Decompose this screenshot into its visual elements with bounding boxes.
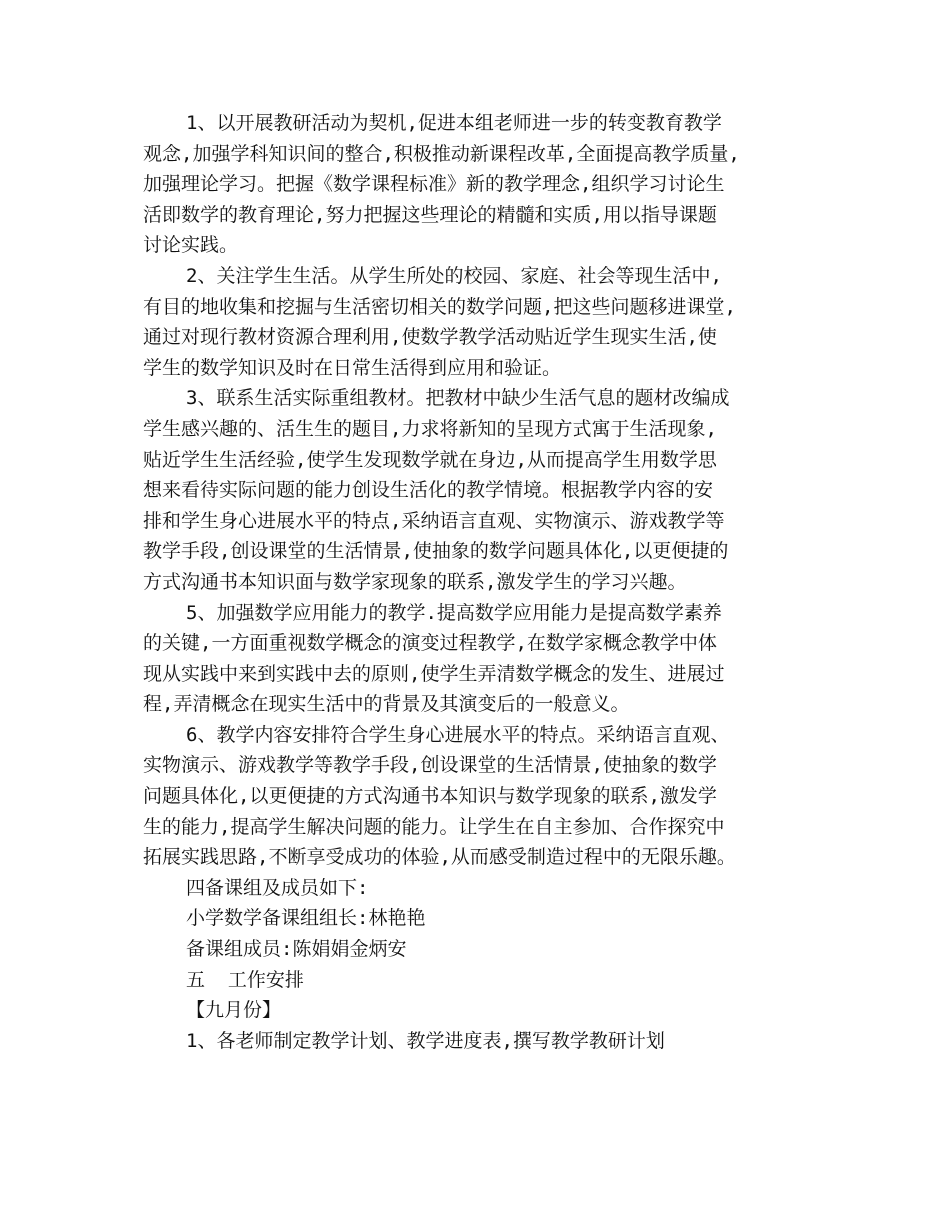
paragraph-line: 学生感兴趣的、活生生的题目,力求将新知的呈现方式寓于生活现象, [143,417,717,440]
paragraph-line: 问题具体化,以更便捷的方式沟通书本知识与数学现象的联系,激发学 [143,785,717,808]
paragraph-line: 方式沟通书本知识面与数学家现象的联系,激发学生的学习兴趣。 [143,570,687,593]
paragraph-line: 生的能力,提高学生解决问题的能力。让学生在自主参加、合作探究中 [143,815,725,838]
group-members: 备课组成员:陈娟娟金炳安 [186,938,407,961]
paragraph-line: 的关键,一方面重视数学概念的演变过程教学,在数学家概念教学中体 [143,632,717,655]
paragraph-line: 6、教学内容安排符合学生身心进展水平的特点。采纳语言直观、 [186,723,730,746]
group-leader: 小学数学备课组组长:林艳艳 [186,907,426,930]
document-page [143,108,809,1056]
paragraph-6 [143,720,809,873]
paragraph-5 [143,598,809,720]
section-5 [143,965,809,1057]
paragraph-line: 5、加强数学应用能力的教学.提高数学应用能力是提高数学素养 [186,601,722,624]
paragraph-1 [143,108,809,261]
paragraph-line: 讨论实践。 [143,234,239,257]
paragraph-line: 有目的地收集和挖掘与生活密切相关的数学问题,把这些问题移进课堂, [143,295,736,318]
paragraph-line: 通过对现行教材资源合理利用,使数学教学活动贴近学生现实生活,使 [143,326,717,349]
paragraph-line: 贴近学生生活经验,使学生发现数学就在身边,从而提高学生用数学思 [143,448,717,471]
section-heading: 五 工作安排 [186,968,304,991]
section-heading: 四备课组及成员如下: [186,876,369,899]
month-heading: 【九月份】 [186,999,282,1022]
paragraph-line: 3、联系生活实际重组教材。把教材中缺少生活气息的题材改编成 [186,387,730,410]
paragraph-line: 1、以开展教研活动为契机,促进本组老师进一步的转变教育教学 [186,112,722,134]
paragraph-line: 实物演示、游戏教学等教学手段,创设课堂的生活情景,使抽象的数学 [143,754,717,777]
paragraph-line: 2、关注学生生活。从学生所处的校园、家庭、社会等现生活中, [186,264,722,287]
paragraph-line: 加强理论学习。把握《数学课程标准》新的教学理念,组织学习讨论生 [143,173,725,196]
paragraph-line: 学生的数学知识及时在日常生活得到应用和验证。 [143,356,562,379]
paragraph-line: 活即数学的教育理论,努力把握这些理论的精髓和实质,用以指导课题 [143,203,717,226]
paragraph-line: 想来看待实际问题的能力创设生活化的教学情境。根据教学内容的安 [143,479,714,502]
list-item: 1、各老师制定教学计划、教学进度表,撰写教学教研计划 [186,1029,665,1052]
paragraph-line: 程,弄清概念在现实生活中的背景及其演变后的一般意义。 [143,693,630,716]
paragraph-3 [143,383,809,597]
paragraph-line: 拓展实践思路,不断享受成功的体验,从而感受制造过程中的无限乐趣。 [143,846,736,869]
section-4 [143,873,809,965]
paragraph-line: 观念,加强学科知识间的整合,积极推动新课程改革,全面提高教学质量, [143,142,740,165]
paragraph-2 [143,261,809,383]
paragraph-line: 排和学生身心进展水平的特点,采纳语言直观、实物演示、游戏教学等 [143,509,725,532]
paragraph-line: 现从实践中来到实践中去的原则,使学生弄清数学概念的发生、进展过 [143,662,725,685]
paragraph-line: 教学手段,创设课堂的生活情景,使抽象的数学问题具体化,以更便捷的 [143,540,729,563]
